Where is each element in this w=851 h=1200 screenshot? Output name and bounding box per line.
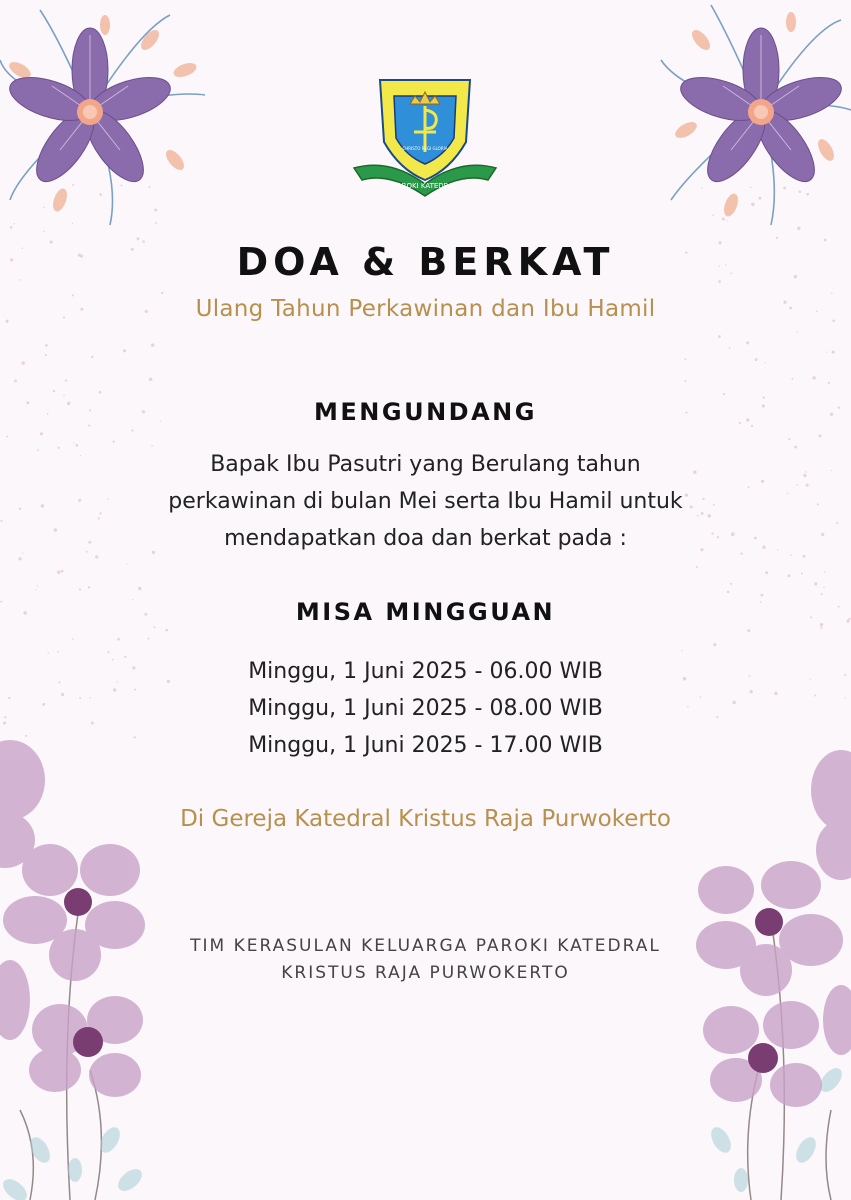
speckle-dot <box>814 582 817 585</box>
speckle-dot <box>747 629 750 632</box>
invite-line: perkawinan di bulan Mei serta Ibu Hamil untuk <box>168 489 683 514</box>
speckle-dot <box>14 380 17 383</box>
speckle-dot <box>88 586 90 588</box>
speckle-dot <box>818 434 821 437</box>
footer-line: KRISTUS RAJA PURWOKERTO <box>281 963 570 983</box>
speckle-dot <box>37 585 38 586</box>
speckle-dot <box>57 570 61 574</box>
speckle-dot <box>123 349 126 352</box>
speckle-dot <box>45 344 48 347</box>
speckle-dot <box>821 593 823 595</box>
schedule-item: Minggu, 1 Juni 2025 - 08.00 WIB <box>248 696 603 721</box>
speckle-dot <box>53 390 55 392</box>
speckle-dot <box>820 627 822 629</box>
speckle-dot <box>21 361 25 365</box>
speckle-dot <box>823 587 825 589</box>
invite-line: mendapatkan doa dan berkat pada : <box>224 526 627 551</box>
speckle-dot <box>6 436 8 438</box>
speckle-dot <box>791 378 793 380</box>
invite-line: Bapak Ibu Pasutri yang Berulang tahun <box>210 452 641 477</box>
speckle-dot <box>831 292 833 294</box>
page-subtitle: Ulang Tahun Perkawinan dan Ibu Hamil <box>195 296 656 322</box>
invite-heading: MENGUNDANG <box>314 398 537 426</box>
speckle-dot <box>684 380 686 382</box>
speckle-dot <box>812 376 816 380</box>
speckle-dot <box>765 571 768 574</box>
speckle-dot <box>761 594 764 597</box>
top-right-flower-icon <box>651 0 851 230</box>
speckle-dot <box>126 564 127 565</box>
speckle-dot <box>72 638 74 640</box>
page-title: DOA & BERKAT <box>236 240 615 284</box>
speckle-dot <box>161 292 163 294</box>
speckle-dot <box>73 442 74 443</box>
invite-text <box>0 446 851 557</box>
speckle-dot <box>764 362 765 363</box>
speckle-dot <box>788 574 791 577</box>
location-text: Di Gereja Katedral Kristus Raja Purwokerto <box>180 806 671 832</box>
speckle-dot <box>138 587 141 590</box>
speckle-dot <box>713 643 716 646</box>
speckle-dot <box>718 335 721 338</box>
speckle-dot <box>755 358 758 361</box>
speckle-dot <box>44 231 46 233</box>
speckle-dot <box>723 393 725 395</box>
paroki-katedral-crest-icon <box>350 72 500 202</box>
speckle-dot <box>154 626 156 628</box>
speckle-dot <box>131 429 133 431</box>
speckle-dot <box>832 351 835 354</box>
speckle-dot <box>730 583 732 585</box>
logo-motto-text: CHRISTO REGI GLORIA <box>402 146 448 151</box>
footer-line: TIM KERASULAN KELUARGA PAROKI KATEDRAL <box>190 936 661 956</box>
schedule-item: Minggu, 1 Juni 2025 - 17.00 WIB <box>248 733 603 758</box>
speckle-dot <box>91 356 93 358</box>
top-left-flower-icon <box>0 0 220 230</box>
speckle-dot <box>65 379 67 381</box>
footer-organizer <box>0 933 851 987</box>
speckle-dot <box>827 351 828 352</box>
speckle-dot <box>165 629 168 632</box>
speckle-dot <box>696 566 698 568</box>
speckle-dot <box>113 440 115 442</box>
speckle-dot <box>729 347 731 349</box>
schedule-item: Minggu, 1 Juni 2025 - 06.00 WIB <box>248 659 603 684</box>
speckle-dot <box>828 382 830 384</box>
speckle-dot <box>149 378 153 382</box>
speckle-dot <box>35 589 36 590</box>
speckle-dot <box>148 638 150 640</box>
speckle-dot <box>801 572 803 574</box>
speckle-dot <box>151 343 155 347</box>
speckle-dot <box>40 432 43 435</box>
speckle-dot <box>684 358 686 360</box>
speckle-dot <box>117 638 120 641</box>
mass-schedule <box>0 653 851 764</box>
speckle-dot <box>79 588 81 590</box>
speckle-dot <box>727 591 730 594</box>
speckle-dot <box>45 354 47 356</box>
speckle-dot <box>681 650 682 651</box>
mass-heading: MISA MINGGUAN <box>295 598 556 626</box>
speckle-dot <box>19 557 22 560</box>
speckle-dot <box>99 391 102 394</box>
speckle-dot <box>824 571 825 572</box>
logo-ribbon-text: PAROKI KATEDRAL <box>393 182 457 190</box>
speckle-dot <box>788 438 790 440</box>
speckle-dot <box>776 237 778 239</box>
speckle-dot <box>63 395 64 396</box>
speckle-dot <box>746 341 749 344</box>
speckle-dot <box>796 331 798 333</box>
speckle-dot <box>61 570 64 573</box>
